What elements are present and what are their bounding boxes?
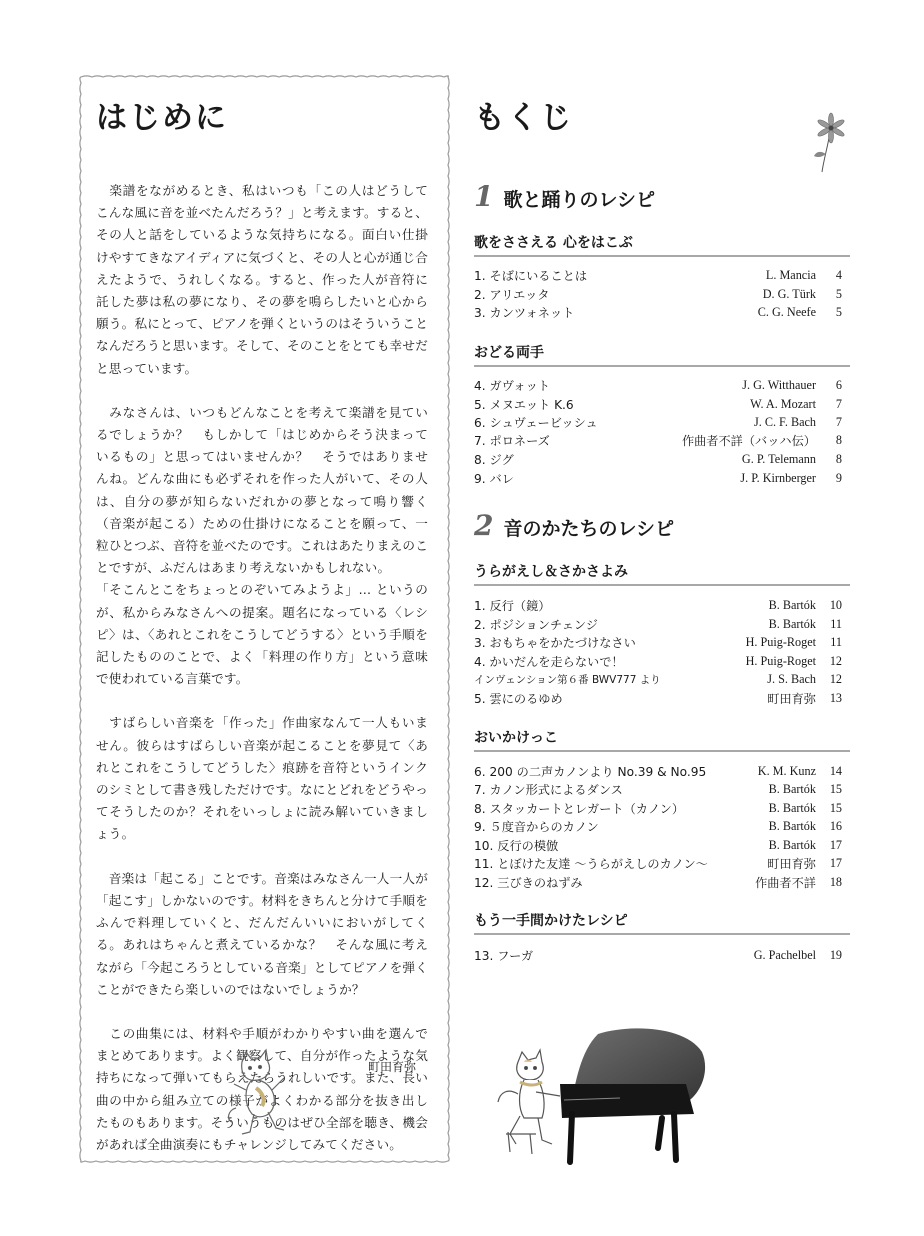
entry-title: 3. カンツォネット <box>474 305 575 320</box>
toc-entry[interactable] <box>474 431 842 449</box>
entry-page: 5 <box>835 304 842 319</box>
toc-entry[interactable] <box>474 633 842 651</box>
toc-entry[interactable] <box>474 469 842 487</box>
intro-paragraph: 楽譜をながめるとき、私はいつも「この人はどうしてこんな風に音を並べたんだろう？」と考えます。すると、その人と話をしているような気持ちになる。面白い仕掛けやすてきなアイディアに気づくと、その人と心が通じ合えたようで、うれしくなる。すると、作った人が音符に託した夢は私の夢になり、その夢を鳴らしたいと心から願う。私にとって、ピアノを弾くというのはそういうことなんだろうと思います。そして、そのことをとても幸せだと思っています。 <box>96 183 428 376</box>
entry-page: 4 <box>835 267 842 282</box>
section-heading: おどる両手 <box>474 342 850 367</box>
toc-entry[interactable] <box>474 670 842 688</box>
toc-entry[interactable] <box>474 836 842 854</box>
intro-paragraph: みなさんは、いつもどんなことを考えて楽譜を見ているでしょうか？ もしかして「はじめからそう決まっているもの」と思ってはいませんか？ そうではありませんね。どんな曲にも必ずそれを作った人がいて、その人は、自分の夢が知らないだれかの夢となって鳴り響く（音楽が起こる）ための仕掛けになることを願って、一粒ひとつぶ、音符を並べたのです。これはあたりまえのことですが、ふだんはあまり考えないかもしれない。 <box>96 404 428 576</box>
toc-entry[interactable] <box>474 799 842 817</box>
entry-composer: D. G. Türk <box>762 286 816 301</box>
entry-title: 11. とぼけた友達 ～うらがえしのカノン～ <box>474 856 708 871</box>
entry-page: 6 <box>835 377 842 392</box>
entry-title: 8. スタッカートとレガート（カノン） <box>474 801 685 816</box>
entry-title: 10. 反行の模倣 <box>474 838 559 853</box>
intro-paragraph: すばらしい音楽を「作った」作曲家なんて一人もいません。彼らはすばらしい音楽が起こることを夢見て〈あれとこれをこうしてどうした〉痕跡を音符というインクのシミとして書き残しただけです。なにとどれをどうやってそうしたのか？それをいっしょに読み解いていきましょう。 <box>96 715 428 842</box>
intro-paragraph: この曲集には、材料や手順がわかりやすい曲を選んでまとめてあります。よく観察して、自分が作ったような気持ちになって弾いてもらえたらうれしいです。また、長い曲の中から組み立ての様子がよくわかる部分を抜き出したものもあります。そういうものはぜひ全部を聴き、機会があれば全曲演奏にもチャレンジしてみてください。 <box>96 1025 428 1152</box>
entry-title: インヴェンション第６番 BWV777 より <box>474 673 661 686</box>
part-number: 2 <box>474 509 494 542</box>
toc-entry[interactable] <box>474 873 842 891</box>
entry-composer: H. Puig-Roget <box>745 653 816 668</box>
entry-composer: B. Bartók <box>768 800 816 815</box>
entry-composer: 作曲者不詳（バッハ伝） <box>681 433 816 448</box>
entry-composer: J. S. Bach <box>767 671 816 686</box>
toc-entry[interactable] <box>474 285 842 303</box>
entry-page: 7 <box>835 414 842 429</box>
entry-title: 7. ポロネーズ <box>474 433 550 448</box>
entry-page: 12 <box>829 671 842 686</box>
entry-title: 12. 三びきのねずみ <box>474 875 583 890</box>
entry-composer: H. Puig-Roget <box>745 634 816 649</box>
intro-paragraph: 音楽は「起こる」ことです。音楽はみなさん一人一人が「起こす」しかないのです。材料をきちんと分けて手順をふんで料理していくと、だんだんいいにおいがしてくる。あれはちゃんと煮えているかな？ そんな風に考えながら「今起ころうとしている音楽」としてピアノを弾くことができたら楽しいのではないでしょうか？ <box>96 870 428 997</box>
entry-title: 1. そばにいることは <box>474 268 588 283</box>
entry-title: 4. かいだんを走らないで！ <box>474 654 624 669</box>
entry-page: 15 <box>829 800 842 815</box>
entry-composer: J. C. F. Bach <box>754 414 816 429</box>
entry-page: 17 <box>829 837 842 852</box>
entry-page: 11 <box>830 634 842 649</box>
section-heading: 歌をささえる 心をはこぶ <box>474 232 850 257</box>
toc-entry[interactable] <box>474 413 842 431</box>
toc-entry[interactable] <box>474 689 842 707</box>
entry-page: 16 <box>829 818 842 833</box>
part-number: 1 <box>474 180 494 213</box>
entry-composer: G. P. Telemann <box>741 451 816 466</box>
entry-page: 17 <box>829 855 842 870</box>
entry-composer: G. Pachelbel <box>753 947 816 962</box>
toc-entry[interactable] <box>474 450 842 468</box>
entry-page: 10 <box>829 597 842 612</box>
entry-title: 3. おもちゃをかたづけなさい <box>474 635 636 650</box>
entry-page: 11 <box>830 616 842 631</box>
entry-title: 6. シュヴェービッシュ <box>474 415 598 430</box>
section-heading: もう一手間かけたレシピ <box>474 910 850 935</box>
flower-icon <box>808 110 848 174</box>
entry-composer: L. Mancia <box>765 267 816 282</box>
entry-title: 6. 200 の二声カノンより No.39 & No.95 <box>474 764 707 779</box>
toc-entry[interactable] <box>474 780 842 798</box>
toc-entry[interactable] <box>474 946 842 964</box>
signature: 町田育弥 <box>368 1060 417 1074</box>
entry-page: 9 <box>835 470 842 485</box>
toc-entry[interactable] <box>474 395 842 413</box>
entry-page: 8 <box>835 432 842 447</box>
entry-page: 18 <box>829 874 842 889</box>
entry-composer: J. G. Witthauer <box>742 377 816 392</box>
intro-title: はじめに <box>96 100 228 136</box>
entry-composer: C. G. Neefe <box>757 304 816 319</box>
toc-entry[interactable] <box>474 303 842 321</box>
entry-composer: B. Bartók <box>768 616 816 631</box>
part-2-heading <box>474 509 674 542</box>
entry-composer: W. A. Mozart <box>750 396 816 411</box>
toc-entry[interactable] <box>474 817 842 835</box>
toc-entry[interactable] <box>474 615 842 633</box>
entry-page: 7 <box>835 396 842 411</box>
part-1-heading <box>474 180 655 213</box>
entry-composer: B. Bartók <box>768 781 816 796</box>
cat-dancing-illustration <box>222 1048 292 1138</box>
toc-entry[interactable] <box>474 652 842 670</box>
toc-entry[interactable] <box>474 266 842 284</box>
entry-title: 7. カノン形式によるダンス <box>474 782 623 797</box>
entry-composer: J. P. Kirnberger <box>740 470 816 485</box>
entry-title: 8. ジグ <box>474 452 514 467</box>
section-heading: おいかけっこ <box>474 727 850 752</box>
entry-title: 9. バレ <box>474 471 514 486</box>
entry-page: 13 <box>829 690 842 705</box>
entry-page: 19 <box>829 947 842 962</box>
entry-title: 5. メヌエット K.6 <box>474 397 574 412</box>
entry-page: 5 <box>835 286 842 301</box>
entry-page: 15 <box>829 781 842 796</box>
entry-composer: B. Bartók <box>768 818 816 833</box>
entry-composer: 作曲者不詳 <box>755 875 816 890</box>
entry-composer: K. M. Kunz <box>757 763 816 778</box>
entry-page: 14 <box>829 763 842 778</box>
entry-title: 2. アリエッタ <box>474 287 550 302</box>
entry-page: 12 <box>829 653 842 668</box>
entry-page: 8 <box>835 451 842 466</box>
section-heading: うらがえし＆さかさよみ <box>474 561 850 586</box>
toc-entry[interactable] <box>474 762 842 780</box>
entry-title: 2. ポジションチェンジ <box>474 617 598 632</box>
toc-entry[interactable] <box>474 376 842 394</box>
entry-composer: 町田育弥 <box>767 856 816 871</box>
entry-title: 4. ガヴォット <box>474 378 550 393</box>
entry-title: 13. フーガ <box>474 948 534 963</box>
entry-title: 1. 反行（鏡） <box>474 598 551 613</box>
cat-playing-piano-illustration <box>480 1022 710 1172</box>
entry-composer: 町田育弥 <box>767 691 816 706</box>
toc-title: もくじ <box>474 100 573 136</box>
toc-entry[interactable] <box>474 854 842 872</box>
entry-composer: B. Bartók <box>768 837 816 852</box>
intro-text <box>96 180 428 1156</box>
entry-title: 9. ５度音からのカノン <box>474 819 599 834</box>
intro-paragraph: 「そこんとこをちょっとのぞいてみようよ」… というのが、私からみなさんへの提案。題名になっている〈レシピ〉は、〈あれとこれをこうしてどうする〉という手順を記したもののことで、よく「料理の作り方」という意味で使われている言葉です。 <box>96 582 428 687</box>
part-title: 歌と踊りのレシピ <box>503 189 656 211</box>
entry-composer: B. Bartók <box>768 597 816 612</box>
toc-entry[interactable] <box>474 596 842 614</box>
entry-title: 5. 雲にのるゆめ <box>474 691 563 706</box>
part-title: 音のかたちのレシピ <box>503 518 675 540</box>
